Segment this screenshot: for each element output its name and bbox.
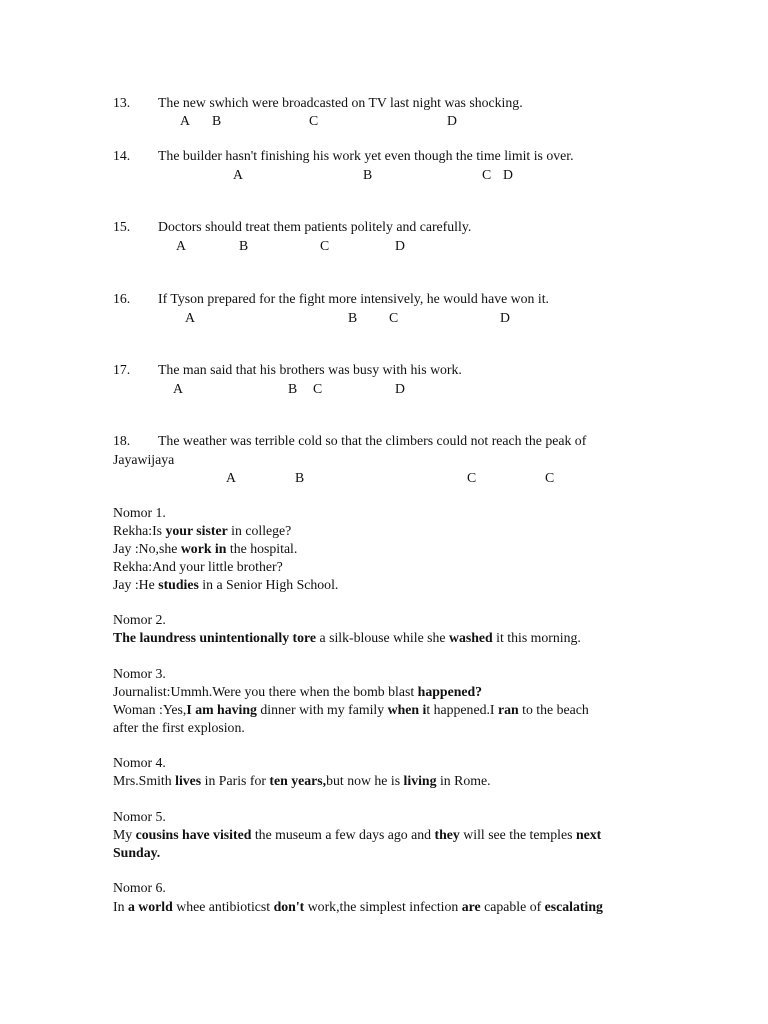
nomor-3-line: Journalist:Ummh.Were you there when the bomb blast happened? [113,684,483,699]
option-label: A [185,310,195,325]
option-label: C [320,238,330,253]
nomor-1-line: Rekha:Is your sister in college? [113,523,292,538]
question-number: 15. [113,219,131,234]
option-label: D [447,113,457,128]
option-label: A [233,167,243,182]
question-number: 13. [113,95,131,110]
option-label: A [226,470,236,485]
option-label: B [363,167,373,182]
nomor-6-line: In a world whee antibioticst don't work,the simplest infection are capable of escalating [113,899,603,914]
nomor-1-line: Rekha:And your little brother? [113,559,283,574]
question-text-continued: Jayawijaya [113,452,175,467]
option-label: A [173,381,183,396]
option-label: B [288,381,298,396]
option-label: C [545,470,555,485]
question-number: 16. [113,291,131,306]
question-text: The weather was terrible cold so that the climbers could not reach the peak of [158,433,587,448]
question-17 [0,361,768,378]
question-text: If Tyson prepared for the fight more intensively, he would have won it. [158,291,549,306]
option-label: B [239,238,249,253]
question-text: The builder hasn't finishing his work yet even though the time limit is over. [158,148,574,163]
nomor-5-heading: Nomor 5. [113,809,166,824]
nomor-4-heading: Nomor 4. [113,755,166,770]
option-letters-17 [0,380,768,397]
question-15 [0,218,768,235]
question-text: The man said that his brothers was busy with his work. [158,362,462,377]
option-label: A [180,113,190,128]
nomor-3-line: Woman :Yes,I am having dinner with my family when it happened.I ran to the beach [113,702,589,717]
option-letters-15 [0,237,768,254]
option-label: D [395,381,405,396]
nomor-2-line: The laundress unintentionally tore a silk-blouse while she washed it this morning. [113,630,581,645]
option-label: C [467,470,477,485]
question-number: 17. [113,362,131,377]
option-label: C [309,113,319,128]
option-label: C [389,310,399,325]
question-text: Doctors should treat them patients politely and carefully. [158,219,472,234]
option-label: B [348,310,358,325]
option-label: A [176,238,186,253]
option-label: D [395,238,405,253]
question-number: 14. [113,148,131,163]
question-13 [0,94,768,111]
option-label: C [313,381,323,396]
option-label: B [212,113,222,128]
nomor-1-heading: Nomor 1. [113,505,166,520]
option-letters-14 [0,166,768,183]
nomor-4-line: Mrs.Smith lives in Paris for ten years,but now he is living in Rome. [113,773,491,788]
option-letters-16 [0,309,768,326]
option-label: C [482,167,492,182]
option-letters-13 [0,112,768,129]
nomor-1-line: Jay :He studies in a Senior High School. [113,577,339,592]
question-number: 18. [113,433,131,448]
nomor-3-line: after the first explosion. [113,720,245,735]
option-label: B [295,470,305,485]
option-label: D [500,310,510,325]
question-text: The new swhich were broadcasted on TV last night was shocking. [158,95,523,110]
nomor-5-line: My cousins have visited the museum a few days ago and they will see the temples next [113,827,602,842]
nomor-6-heading: Nomor 6. [113,880,166,895]
nomor-1-line: Jay :No,she work in the hospital. [113,541,298,556]
nomor-2-heading: Nomor 2. [113,612,166,627]
question-14 [0,147,768,164]
question-16 [0,290,768,307]
option-label: D [503,167,513,182]
nomor-5-line: Sunday. [113,845,161,860]
option-letters-18 [0,469,768,486]
question-18 [0,432,768,449]
nomor-3-heading: Nomor 3. [113,666,166,681]
